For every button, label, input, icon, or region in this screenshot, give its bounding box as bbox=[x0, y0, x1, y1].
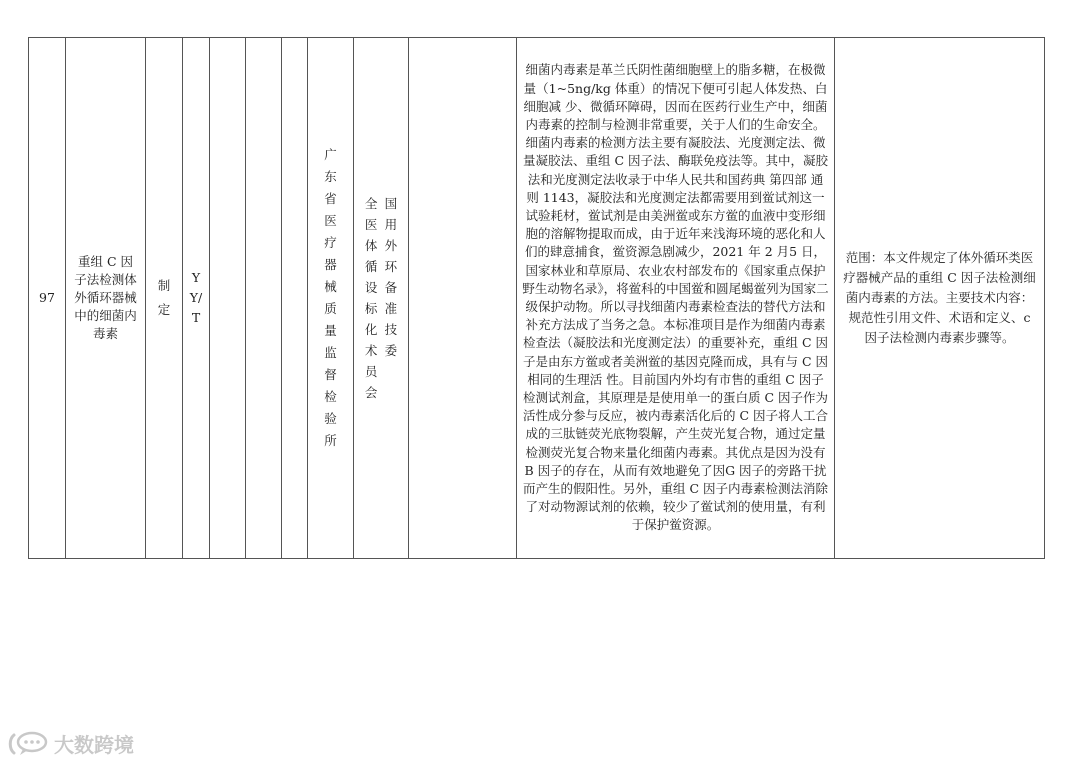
row-number: 97 bbox=[29, 38, 66, 559]
empty-cell bbox=[409, 38, 517, 559]
technical-committee bbox=[354, 38, 409, 559]
project-name: 重组 C 因子法检测体外循环器械中的细菌内毒素 bbox=[66, 38, 146, 559]
empty-cell bbox=[282, 38, 308, 559]
watermark bbox=[8, 729, 134, 758]
technical-committee-col2: 国用外环备准技委 bbox=[384, 196, 398, 358]
drafting-organization: 广东省医疗器械质量监督检验所 bbox=[308, 38, 354, 559]
project-scope: 范围：本文件规定了体外循环类医疗器械产品的重组 C 因子法检测细菌内毒素的方法。主要技术内容：规范性引用文件、术语和定义、c 因子法检测内毒素步骤等。 bbox=[835, 38, 1045, 559]
chat-bubble-logo-icon bbox=[8, 731, 50, 757]
empty-cell bbox=[210, 38, 246, 559]
project-type: 制定 bbox=[146, 38, 183, 559]
project-description: 细菌内毒素是革兰氏阴性菌细胞壁上的脂多糖，在极微量（1~5ng/kg 体重）的情况下便可引起人体发热、白细胞减 少、微循环障碍，因而在医药行业生产中，细菌内毒素的控制与检测非常重要，关于人们的生命安全。细菌内毒素的检测方法主要有凝胶法、光度测定法、微量凝胶法、重组 C 因子法、酶联免疫法等。其中，凝胶法和光度测定法收录于中华人民共和国药典 第四部 通则 1143，凝胶法和光度测定法都需要用到鲎试剂这一试验耗材，鲎试剂是由美洲鲎或东方鲎的血液中变形细胞的溶解物提取而成，由于近年来浅海环境的恶化和人们的肆意捕食，鲎资源急剧减少，2021 年 2 月5 日，国家林业和草原局、农业农村部发布的《国家重点保护野生动物名录》，将鲎科的中国鲎和圆尾蝎鲎列为国家二级保护动物。所以寻找细菌内毒素检查法的替代方法和补充方法成了当务之急。本标准项目是作为细菌内毒素检查法（凝胶法和光度测定法）的重要补充，重组 C 因子是由东方鲎或者美洲鲎的基因克隆而成，具有与 C 因相同的生理活 性。目前国内外均有市售的重组 C 因子检测试剂盒，其原理是是使用单一的蛋白质 C 因子作为活性成分参与反应，被内毒素活化后的 C 因子将人工合成的三肽链荧光底物裂解，产生荧光复合物，通过定量检测荧光复合物来量化细菌内毒素。其优点是因为没有 B 因子的存在，从而有效地避免了因G 因子的旁路干扰而产生的假阳性。另外，重组 C 因子内毒素检测法消除了对动物源试剂的依赖，较少了鲎试剂的使用量，有利于保护鲎资源。 bbox=[517, 38, 835, 559]
standard-type: YY/T bbox=[183, 38, 210, 559]
table-row bbox=[29, 38, 1045, 559]
watermark-text: 大数跨境 bbox=[54, 733, 134, 757]
empty-cell bbox=[246, 38, 282, 559]
standards-table bbox=[28, 37, 1045, 559]
technical-committee-col1: 全医体循设标化术员会 bbox=[364, 196, 378, 400]
